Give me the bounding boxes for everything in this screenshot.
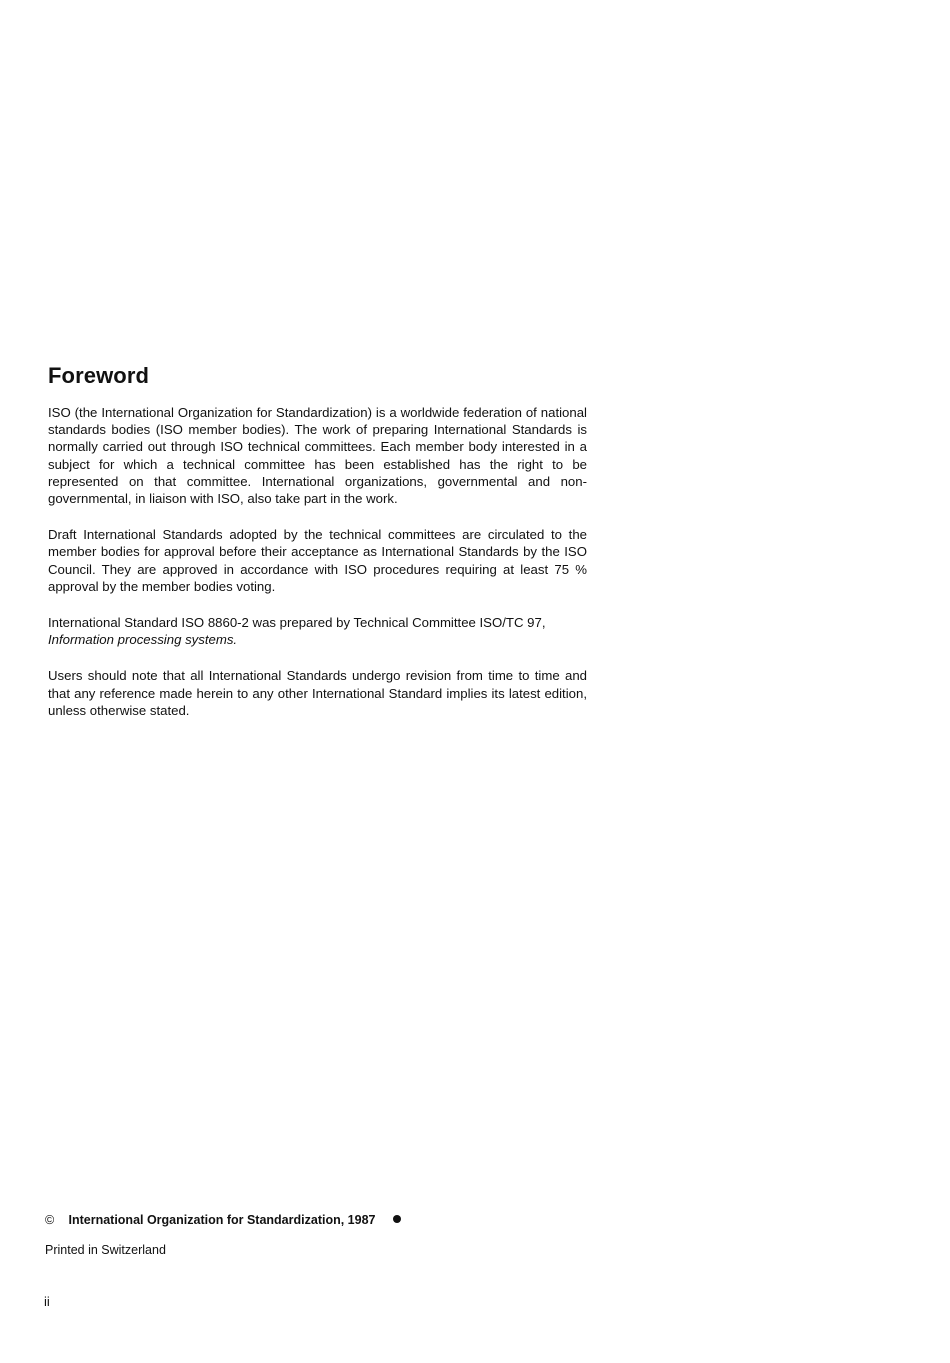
page-title: Foreword xyxy=(48,363,150,388)
printed-in-label: Printed in Switzerland xyxy=(45,1243,166,1257)
page-number: ii xyxy=(44,1294,50,1309)
copyright-text: International Organization for Standardization, 1987 xyxy=(68,1213,376,1227)
copyright-line xyxy=(45,1212,401,1228)
paragraph-revision-note: Users should note that all International Standards undergo revision from time to time and that any reference made herein to any other International Standard implies its latest edition, unless otherwise stated. xyxy=(48,668,587,718)
copyright-icon: © xyxy=(45,1213,55,1227)
paragraph-draft-standards: Draft International Standards adopted by the technical committees are circulated to the member bodies for approval before their acceptance as International Standards by the ISO Council. They are approved in accordance with ISO procedures requiring at least 75 % approval by the member bodies voting. xyxy=(48,527,587,594)
paragraph-prepared-by xyxy=(48,614,587,648)
prepared-by-text: International Standard ISO 8860-2 was prepared by Technical Committee ISO/TC 97, xyxy=(48,615,546,631)
foreword-section xyxy=(48,362,587,738)
committee-title: Information processing systems. xyxy=(48,632,238,648)
bullet-icon xyxy=(393,1215,401,1223)
paragraph-iso-federation: ISO (the International Organization for Standardization) is a worldwide federation of national standards bodies (ISO member bodies). The work of preparing International Standards is normally carried out through ISO technical committees. Each member body interested in a subject for which a technical committee has been established has the right to be represented on that committee. International organizations, governmental and non-governmental, in liaison with ISO, also take part in the work. xyxy=(48,405,587,507)
